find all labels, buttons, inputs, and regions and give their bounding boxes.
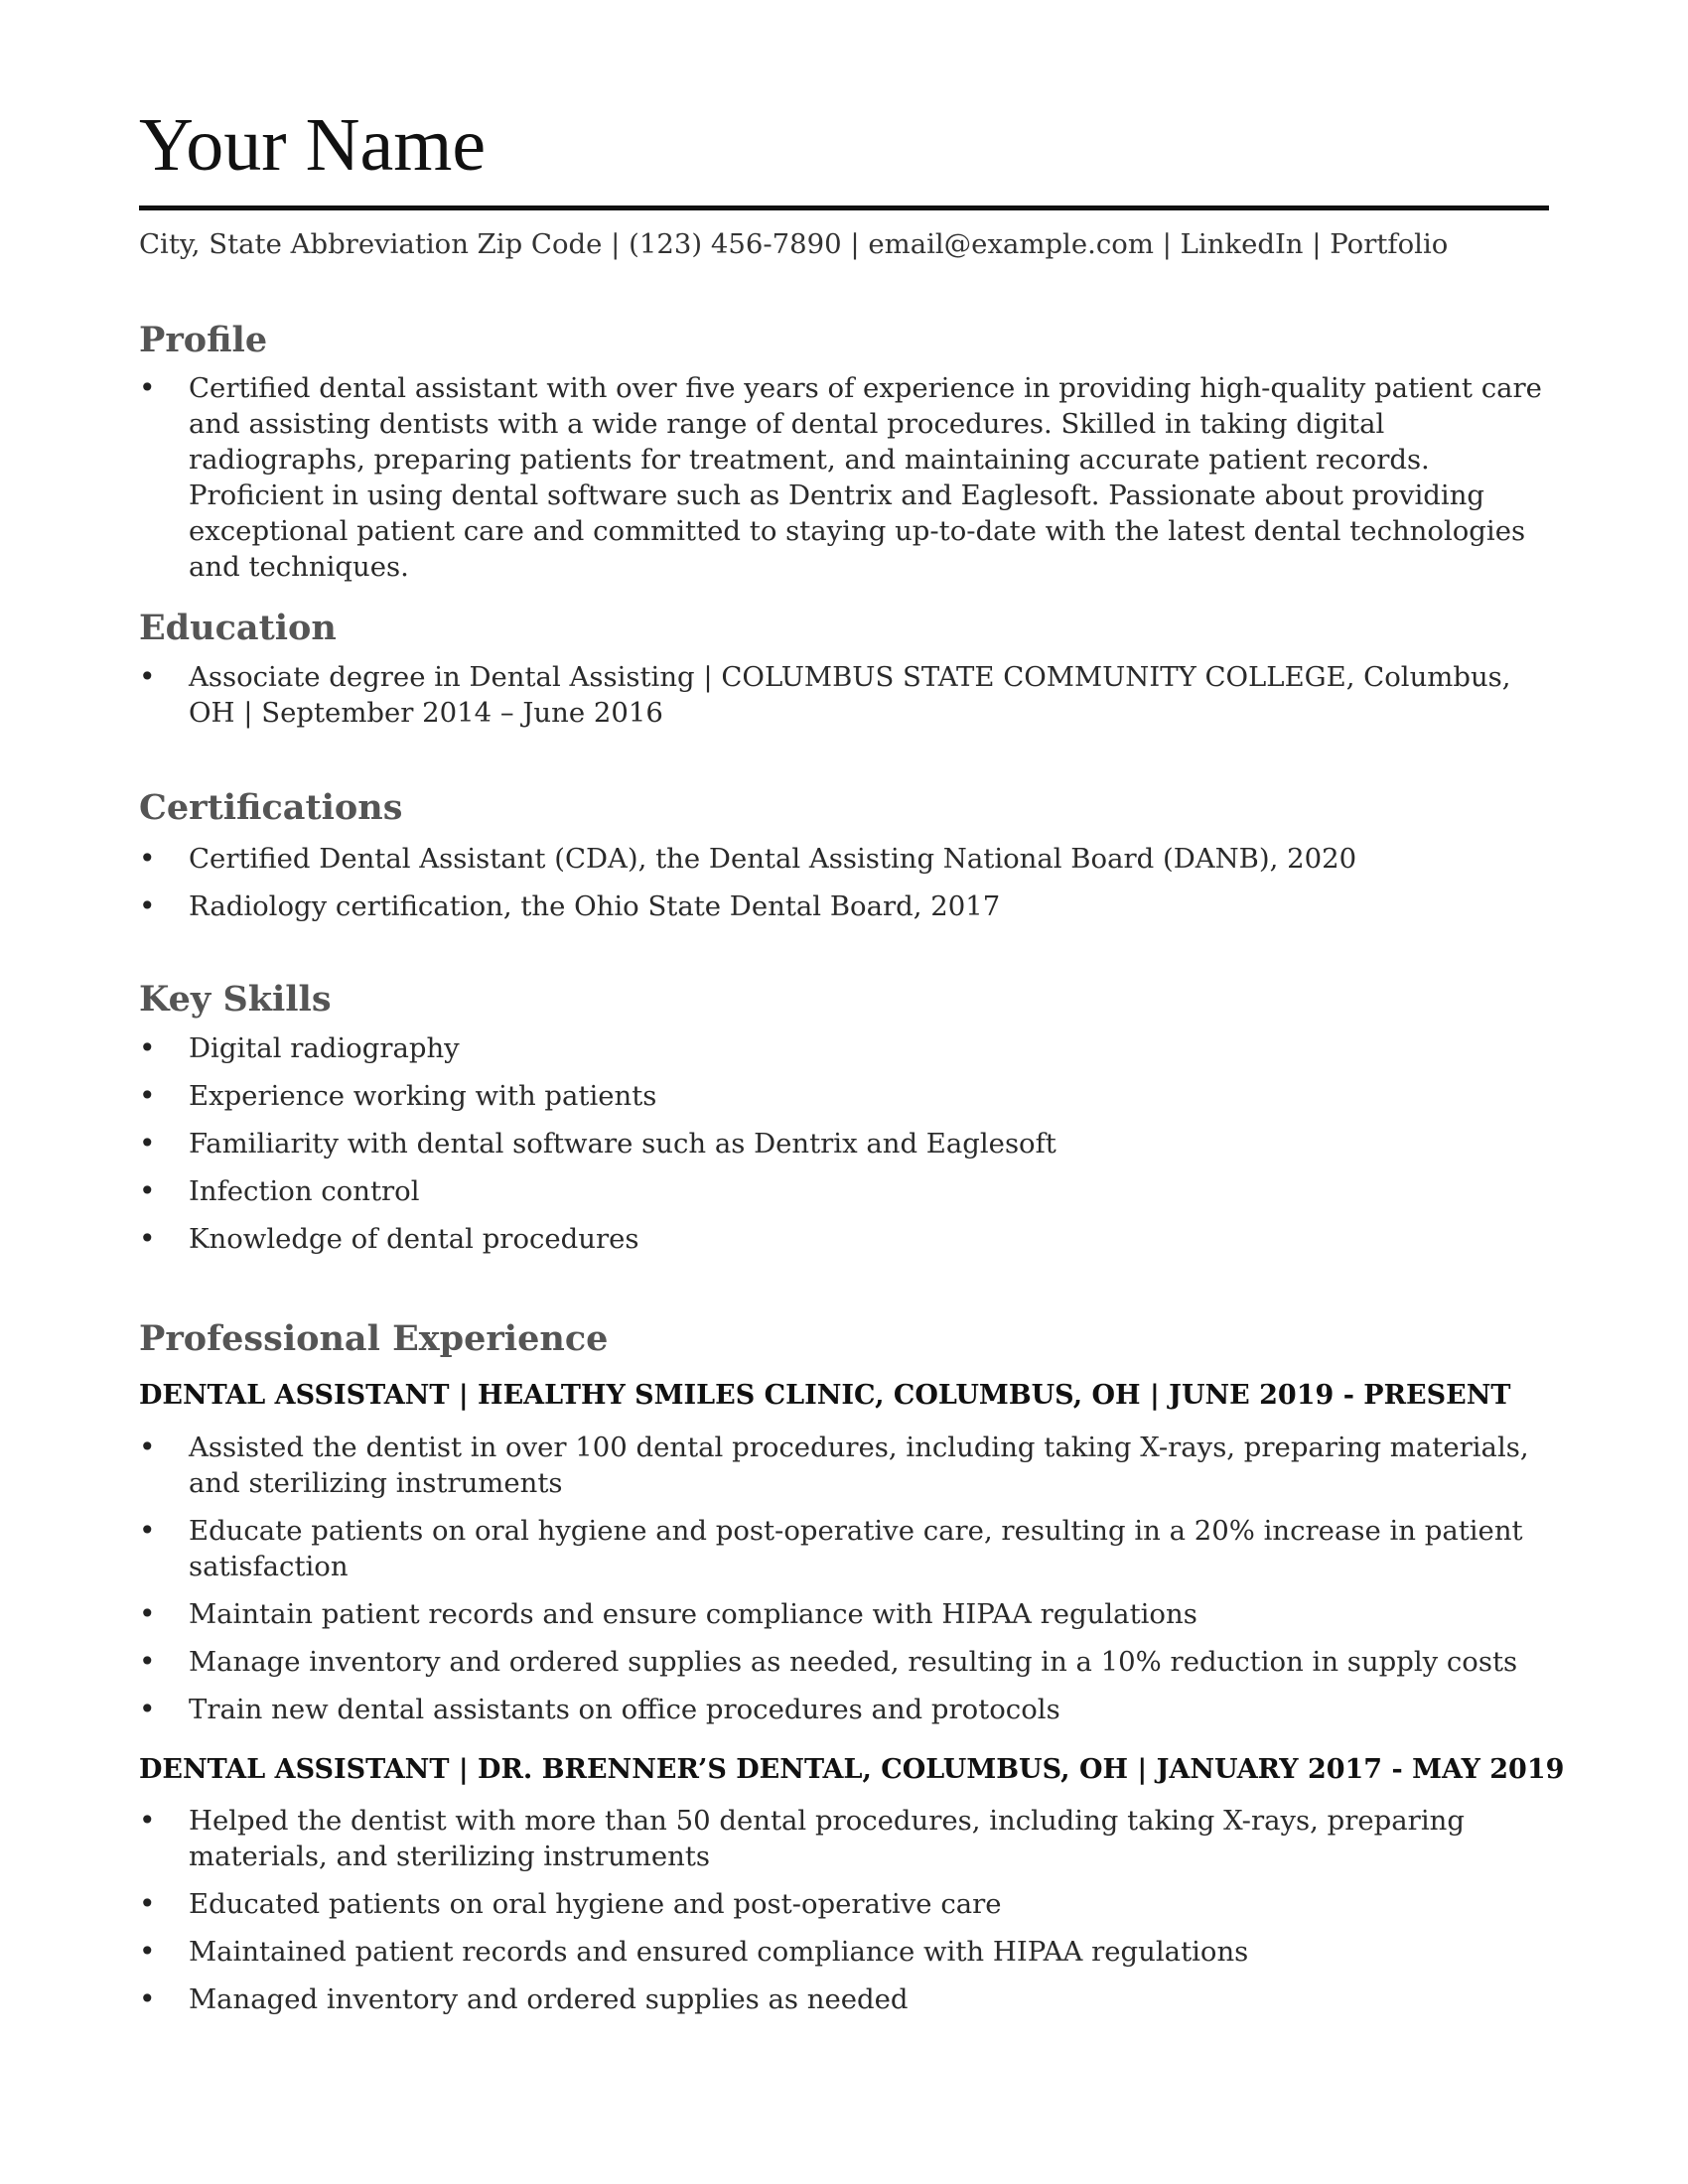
job-duties-list (139, 1803, 1549, 2017)
section-title-education: Education (139, 608, 337, 648)
job-duty-item: • Manage inventory and ordered supplies as needed, resulting in a 10% reduction in supply costs (139, 1644, 1549, 1680)
job-duty-item: • Helped the dentist with more than 50 dental procedures, including taking X-rays, preparing materials, and sterilizing instruments (139, 1803, 1549, 1874)
profile-item: • Certified dental assistant with over five years of experience in providing high-quality patient care and assisting dentists with a wide range of dental procedures. Skilled in taking digital radiographs, preparing patients for treatment, and maintaining accurate patient records. Proficient in using dental software such as Dentrix and Eaglesoft. Passionate about providing exceptional patient care and committed to staying up-to-date with the latest dental technologies and techniques. (139, 370, 1549, 585)
certifications-list (139, 841, 1549, 924)
skill-item: • Digital radiography (139, 1030, 1549, 1066)
header-divider (139, 205, 1549, 210)
contact-line: City, State Abbreviation Zip Code | (123) 456-7890 | email@example.com | LinkedIn | Portfolio (139, 228, 1449, 260)
section-title-profile: Profile (139, 320, 268, 360)
job-duties-list (139, 1430, 1549, 1727)
job-duty-item: • Maintained patient records and ensured compliance with HIPAA regulations (139, 1934, 1549, 1970)
education-list (139, 659, 1549, 731)
job-duty-item: • Educated patients on oral hygiene and post-operative care (139, 1886, 1549, 1922)
skill-item: • Familiarity with dental software such as Dentrix and Eaglesoft (139, 1126, 1549, 1161)
certification-item: • Certified Dental Assistant (CDA), the Dental Assisting National Board (DANB), 2020 (139, 841, 1549, 877)
job-duty-item: • Train new dental assistants on office procedures and protocols (139, 1692, 1549, 1727)
job-duty-item: • Maintain patient records and ensure compliance with HIPAA regulations (139, 1596, 1549, 1632)
section-title-key-skills: Key Skills (139, 979, 332, 1020)
section-title-experience: Professional Experience (139, 1318, 609, 1359)
resume-name: Your Name (139, 103, 487, 187)
profile-list (139, 370, 1549, 585)
skill-item: • Experience working with patients (139, 1078, 1549, 1114)
education-item: • Associate degree in Dental Assisting | COLUMBUS STATE COMMUNITY COLLEGE, Columbus, OH | September 2014 – June 2016 (139, 659, 1549, 731)
section-title-certifications: Certifications (139, 787, 403, 828)
skill-item: • Infection control (139, 1173, 1549, 1209)
job-duty-item: • Managed inventory and ordered supplies as needed (139, 1981, 1549, 2017)
job-duty-item: • Assisted the dentist in over 100 dental procedures, including taking X-rays, preparing materials, and sterilizing instruments (139, 1430, 1549, 1501)
skill-item: • Knowledge of dental procedures (139, 1221, 1549, 1257)
skills-list (139, 1030, 1549, 1257)
certification-item: • Radiology certification, the Ohio State Dental Board, 2017 (139, 888, 1549, 924)
job-duty-item: • Educate patients on oral hygiene and post-operative care, resulting in a 20% increase in patient satisfaction (139, 1513, 1549, 1584)
job-heading: DENTAL ASSISTANT | DR. BRENNER’S DENTAL, COLUMBUS, OH | JANUARY 2017 - MAY 2019 (139, 1754, 1565, 1785)
job-heading: DENTAL ASSISTANT | HEALTHY SMILES CLINIC, COLUMBUS, OH | JUNE 2019 - PRESENT (139, 1380, 1511, 1411)
